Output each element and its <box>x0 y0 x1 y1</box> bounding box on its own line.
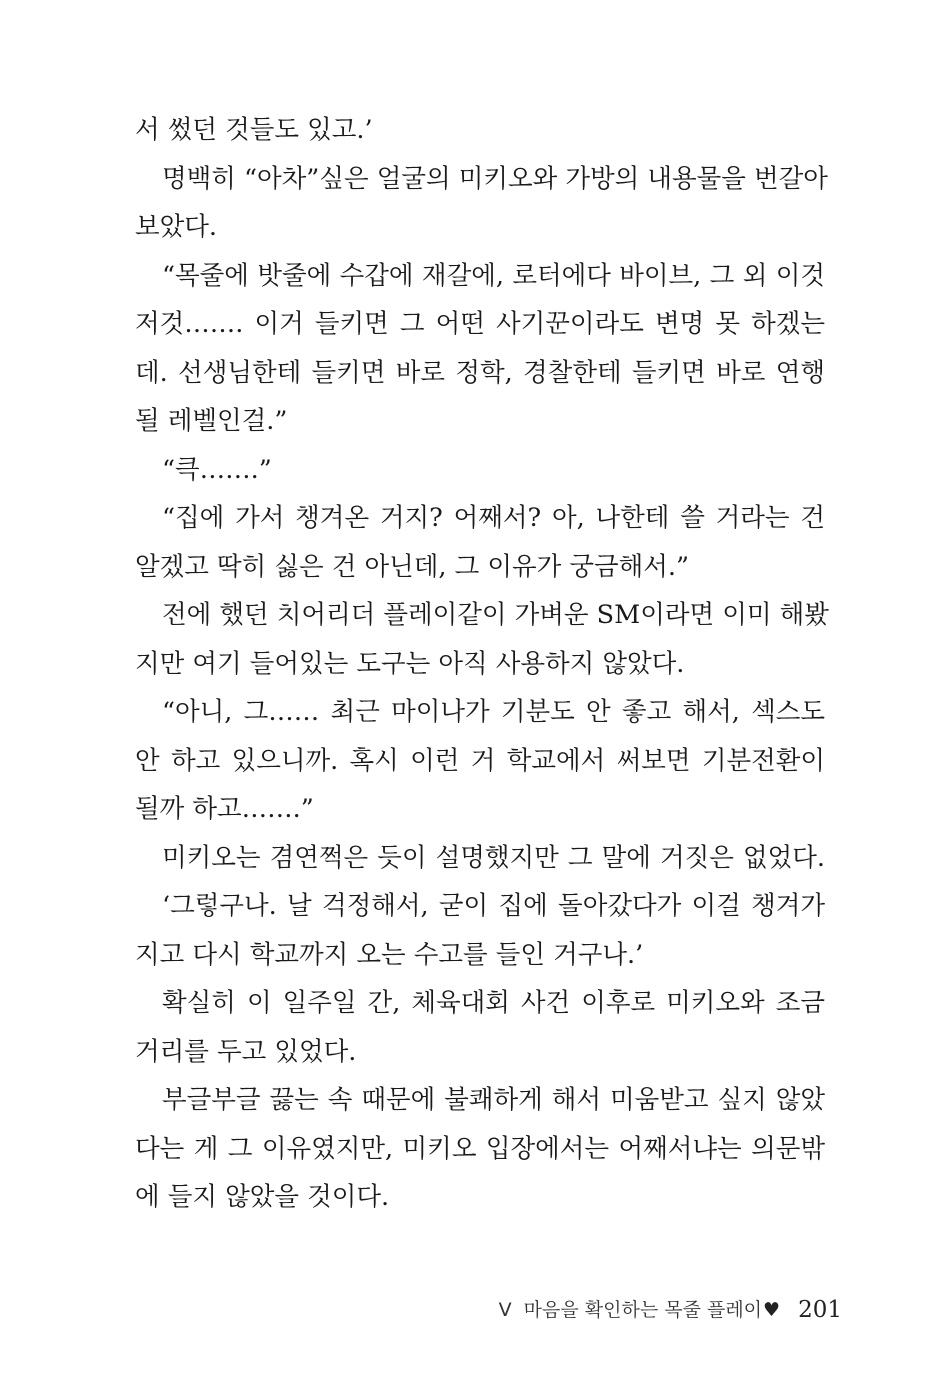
text-line: “목줄에 밧줄에 수갑에 재갈에, 로터에다 바이브, 그 외 이것 <box>162 260 825 291</box>
chapter-number: V <box>498 1299 512 1321</box>
text-line: 보았다. <box>135 212 218 242</box>
text-line: 확실히 이 일주일 간, 체육대회 사건 이후로 미키오와 조금 <box>162 988 825 1018</box>
text-line: 미키오는 겸연쩍은 듯이 설명했지만 그 말에 거짓은 없었다. <box>162 842 825 873</box>
text-line: “큭…….” <box>162 454 272 485</box>
text-line: 될 레벨인걸.” <box>135 406 288 436</box>
text-line: 지만 여기 들어있는 도구는 아직 사용하지 않았다. <box>135 648 685 679</box>
text-line: 저것……. 이거 들키면 그 어떤 사기꾼이라도 변명 못 하겠는 <box>135 309 825 339</box>
text-line: 서 썼던 것들도 있고.’ <box>135 115 373 145</box>
text-line: “아니, 그…… 최근 마이나가 기분도 안 좋고 해서, 섹스도 <box>162 697 825 727</box>
text-line: 명백히 “아차”싶은 얼굴의 미키오와 가방의 내용물을 번갈아 <box>162 163 828 194</box>
heart-icon: ♥ <box>763 1299 781 1321</box>
text-line: 거리를 두고 있었다. <box>135 1036 357 1067</box>
page-footer <box>499 1290 842 1330</box>
text-line: ‘그렇구나. 날 걱정해서, 굳이 집에 돌아갔다가 이걸 챙겨가 <box>162 891 825 921</box>
text-line: 전에 했던 치어리더 플레이같이 가벼운 SM이라면 이미 해봤 <box>162 600 829 630</box>
text-line: 알겠고 딱히 싫은 건 아닌데, 그 이유가 궁금해서.” <box>135 551 690 582</box>
body-text <box>135 106 829 1222</box>
text-line: 안 하고 있으니까. 혹시 이런 거 학교에서 써보면 기분전환이 <box>135 745 825 776</box>
text-line: 데. 선생님한테 들키면 바로 정학, 경찰한테 들키면 바로 연행 <box>135 357 825 388</box>
text-line: 지고 다시 학교까지 오는 수고를 들인 거구나.’ <box>135 939 644 970</box>
chapter-title: 마음을 확인하는 목줄 플레이 <box>523 1299 763 1321</box>
text-line: 부글부글 끓는 속 때문에 불쾌하게 해서 미움받고 싶지 않았 <box>162 1085 825 1115</box>
text-line: 될까 하고…….” <box>135 794 314 824</box>
text-line: “집에 가서 챙겨온 거지? 어째서? 아, 나한테 쓸 거라는 건 <box>162 503 825 533</box>
text-line: 다는 게 그 이유였지만, 미키오 입장에서는 어째서냐는 의문밖 <box>135 1133 825 1164</box>
page-number: 201 <box>798 1297 842 1323</box>
text-line: 에 들지 않았을 것이다. <box>135 1182 390 1212</box>
